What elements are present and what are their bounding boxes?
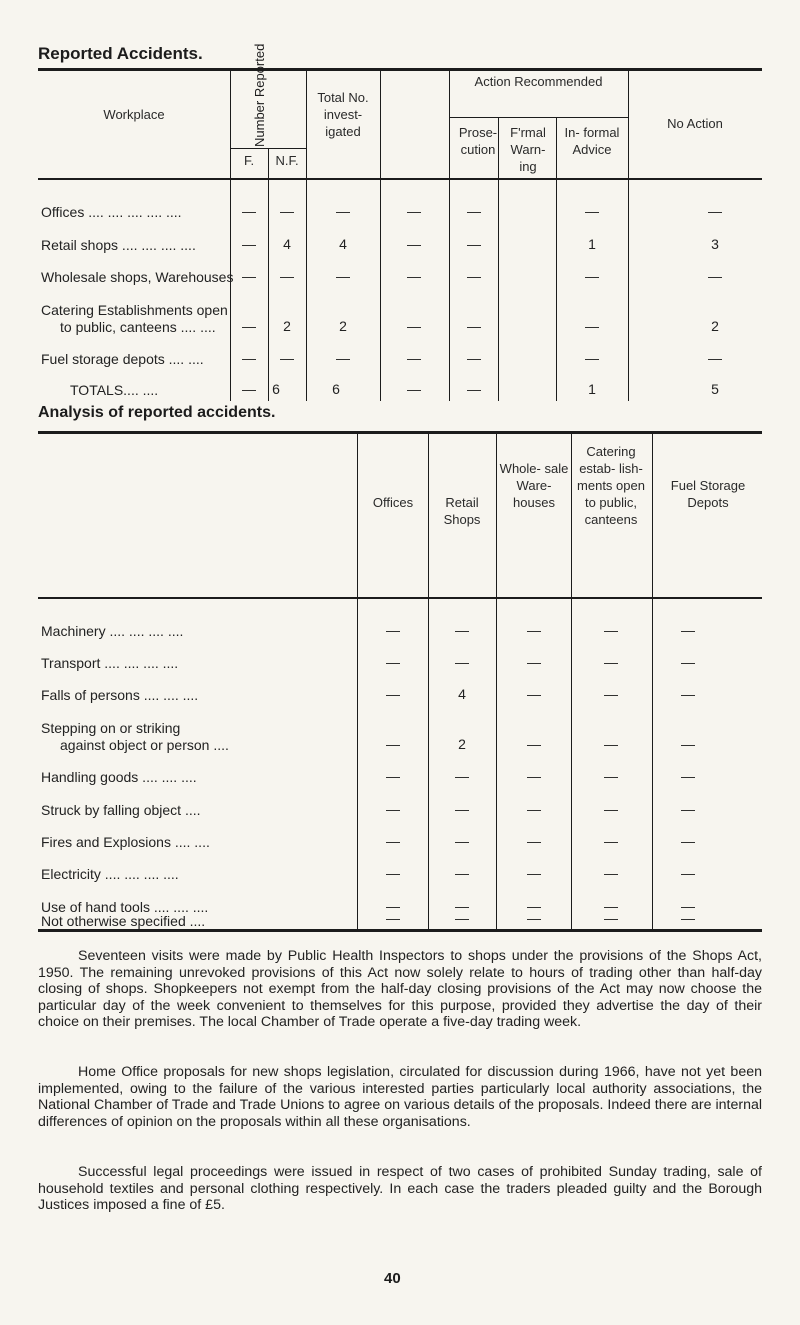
cell: 4 [283,236,291,252]
cell: — [407,350,421,366]
cell: — [386,801,400,817]
cell: 1 [588,381,596,397]
cell: — [527,622,541,638]
divider [449,71,450,401]
header-offices: Offices [372,495,414,510]
row-label-continued: to public, canteens .... .... [60,319,216,335]
row-label: Offices .... .... .... .... .... [41,204,182,220]
header-action-recommended: Action Recommended [474,74,603,89]
cell: 4 [458,686,466,702]
cell: 5 [711,381,719,397]
table2-header-rule [38,597,762,599]
cell: — [604,801,618,817]
cell: — [527,910,541,926]
cell: — [455,768,469,784]
cell: — [386,910,400,926]
cell: — [386,768,400,784]
cell: — [336,268,350,284]
cell: — [336,203,350,219]
cell: — [407,236,421,252]
cell: — [681,833,695,849]
cell: 4 [339,236,347,252]
cell: — [455,865,469,881]
cell: — [242,268,256,284]
cell: — [280,350,294,366]
table2-top-rule [38,431,762,434]
totals-label: TOTALS.... .... [70,382,159,398]
header-wholesale: Whole- sale Ware- houses [499,461,569,510]
row-label: Transport .... .... .... .... [41,655,179,671]
cell: — [604,686,618,702]
divider [496,434,497,929]
row-label: Catering Establishments open [41,302,228,318]
cell: — [386,833,400,849]
cell: 2 [711,318,719,334]
divider [449,117,628,118]
divider [380,71,381,401]
row-label: Fuel storage depots .... .... [41,351,204,367]
row-label: Struck by falling object .... [41,802,201,818]
cell: — [242,203,256,219]
cell: — [386,736,400,752]
cell: — [467,203,481,219]
cell: — [242,350,256,366]
header-fuel-storage: Fuel Storage Depots [670,478,746,510]
header-retail-shops: Retail Shops [443,495,481,527]
cell: — [455,910,469,926]
page-title: Reported Accidents. [38,44,203,63]
cell: — [242,381,256,397]
cell: — [280,203,294,219]
header-catering: Catering estab- lish- ments open to public, canteens [577,444,645,527]
row-label: Falls of persons .... .... .... [41,687,199,703]
cell: — [336,350,350,366]
cell: — [455,654,469,670]
cell: — [708,203,722,219]
cell: — [242,318,256,334]
cell: — [527,865,541,881]
cell: — [585,350,599,366]
cell: — [681,801,695,817]
cell: — [455,801,469,817]
cell: — [604,865,618,881]
cell: — [386,686,400,702]
cell: — [386,865,400,881]
cell: — [242,236,256,252]
cell: 6 [272,381,280,397]
cell: — [604,898,618,914]
header-nf: N.F. [275,153,299,168]
divider [628,71,629,401]
cell: — [681,736,695,752]
header-prosecution: Prose- cution [458,125,498,157]
paragraph-legal-proceedings: Successful legal proceedings were issued in respect of two cases of prohibited Sunday trading, sale of household textiles and personal clothing respectively. In each case the traders pleaded guilty and the Borough Justices imposed a fine of £5. [38,1164,762,1214]
cell: — [386,898,400,914]
cell: — [527,654,541,670]
cell: 3 [711,236,719,252]
cell: — [407,203,421,219]
header-no-action: No Action [667,116,723,131]
divider [556,118,557,401]
cell: — [407,381,421,397]
cell: 2 [283,318,291,334]
cell: — [527,686,541,702]
header-number-reported: Number Reported [252,43,267,147]
cell: 6 [332,381,340,397]
cell: — [604,768,618,784]
divider [498,118,499,401]
header-informal-advice: In- formal Advice [564,125,620,157]
cell: — [467,350,481,366]
row-label: Stepping on or striking [41,720,181,736]
row-label: Machinery .... .... .... .... [41,623,184,639]
divider [652,434,653,929]
cell: 2 [339,318,347,334]
cell: — [708,268,722,284]
cell: — [681,686,695,702]
page-number: 40 [384,1270,401,1287]
row-label: Fires and Explosions .... .... [41,834,210,850]
cell: — [527,801,541,817]
paragraph-shops-act: Seventeen visits were made by Public Health Inspectors to shops under the provisions of the Shops Act, 1950. The remaining unrevoked provisions of this Act now solely relate to hours of trading other than half-day closing of shops. Shopkeepers not exempt from the half-day closing provisions of the Act may now choose the particular day of the week convenient to themselves for this purpose, provided they advertise the day of their choice on their premises. The local Chamber of Trade operate a five-day trading week. [38,948,762,1031]
cell: — [681,910,695,926]
cell: — [467,236,481,252]
cell: — [467,318,481,334]
row-label: Use of hand tools .... .... .... [41,899,209,915]
analysis-title: Analysis of reported accidents. [38,404,276,421]
cell: — [280,268,294,284]
header-formal-warning: F'rmal Warn- ing [510,125,546,174]
cell: — [604,654,618,670]
cell: — [604,736,618,752]
row-label: Electricity .... .... .... .... [41,866,179,882]
cell: — [681,622,695,638]
cell: — [681,898,695,914]
cell: 1 [588,236,596,252]
cell: — [386,622,400,638]
cell: — [604,910,618,926]
header-f: F. [243,153,255,168]
row-label-continued: against object or person .... [60,737,229,753]
row-label: Retail shops .... .... .... .... [41,237,196,253]
cell: 2 [458,736,466,752]
cell: — [681,768,695,784]
cell: — [604,833,618,849]
divider [230,148,306,149]
cell: — [455,898,469,914]
cell: — [407,318,421,334]
cell: — [527,736,541,752]
header-total-investigated: Total No. invest- igated [317,90,369,139]
row-label: Not otherwise specified .... [41,913,206,929]
paragraph-home-office: Home Office proposals for new shops legislation, circulated for discussion during 1966, have not yet been implemented, owing to the failure of the various interested parties particularly local authority associations, the National Chamber of Trade and Trade Unions to agree on various details of the proposals. Indeed there are internal differences of opinion on the proposals within all these organisations. [38,1064,763,1130]
cell: — [386,654,400,670]
row-label: Handling goods .... .... .... [41,769,197,785]
cell: — [467,381,481,397]
header-workplace: Workplace [103,107,165,122]
cell: — [527,898,541,914]
table1-header-rule [38,178,762,180]
row-label: Wholesale shops, Warehouses [41,269,234,285]
cell: — [681,654,695,670]
cell: — [455,622,469,638]
cell: — [585,268,599,284]
divider [428,434,429,929]
cell: — [585,318,599,334]
cell: — [527,833,541,849]
cell: — [407,268,421,284]
cell: — [527,768,541,784]
cell: — [604,622,618,638]
cell: — [455,833,469,849]
cell: — [585,203,599,219]
cell: — [708,350,722,366]
table1-top-rule [38,68,762,71]
cell: — [467,268,481,284]
cell: — [681,865,695,881]
divider [357,434,358,929]
